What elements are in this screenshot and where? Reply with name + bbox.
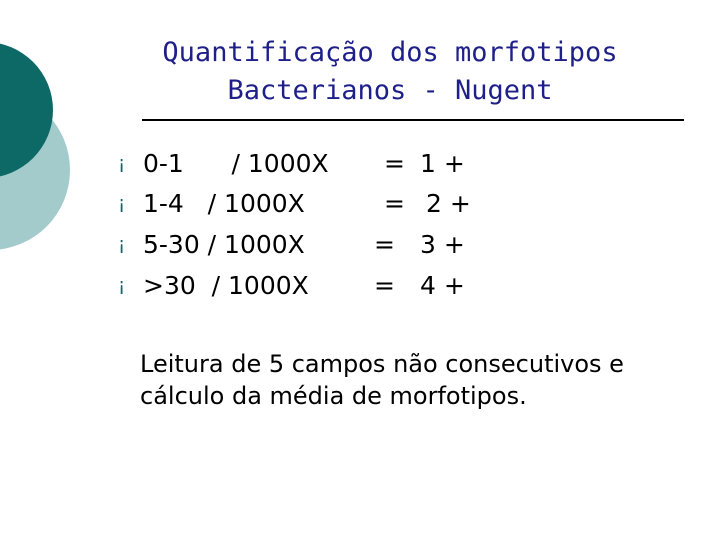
count-range: 0-1 / 1000X xyxy=(143,149,329,178)
note-line-1: Leitura de 5 campos não consecutivos e xyxy=(140,350,624,378)
equals-sign: = xyxy=(374,230,395,259)
list-item xyxy=(0,186,720,222)
count-range: 5-30 / 1000X xyxy=(143,230,305,259)
equals-sign: = xyxy=(384,189,405,218)
list-item xyxy=(0,227,720,263)
count-range: 1-4 / 1000X xyxy=(143,189,305,218)
grade-value: 3 + xyxy=(420,230,465,259)
grade-value: 1 + xyxy=(420,149,465,178)
list-item xyxy=(0,268,720,304)
list-item xyxy=(0,146,720,182)
bullet-icon: ¡ xyxy=(118,275,126,296)
title-line-2: Bacterianos - Nugent xyxy=(227,75,553,106)
bullet-icon: ¡ xyxy=(118,153,126,174)
slide-title xyxy=(150,34,630,110)
bullet-icon: ¡ xyxy=(118,234,126,255)
title-line-1: Quantificação dos morfotipos xyxy=(162,37,618,68)
title-divider xyxy=(142,119,684,121)
equals-sign: = xyxy=(384,149,405,178)
equals-sign: = xyxy=(374,271,395,300)
count-range: >30 / 1000X xyxy=(143,271,309,300)
reading-note xyxy=(140,348,700,412)
bullet-icon: ¡ xyxy=(118,193,126,214)
note-line-2: cálculo da média de morfotipos. xyxy=(140,382,527,410)
grade-value: 4 + xyxy=(420,271,465,300)
grade-value: 2 + xyxy=(426,189,471,218)
